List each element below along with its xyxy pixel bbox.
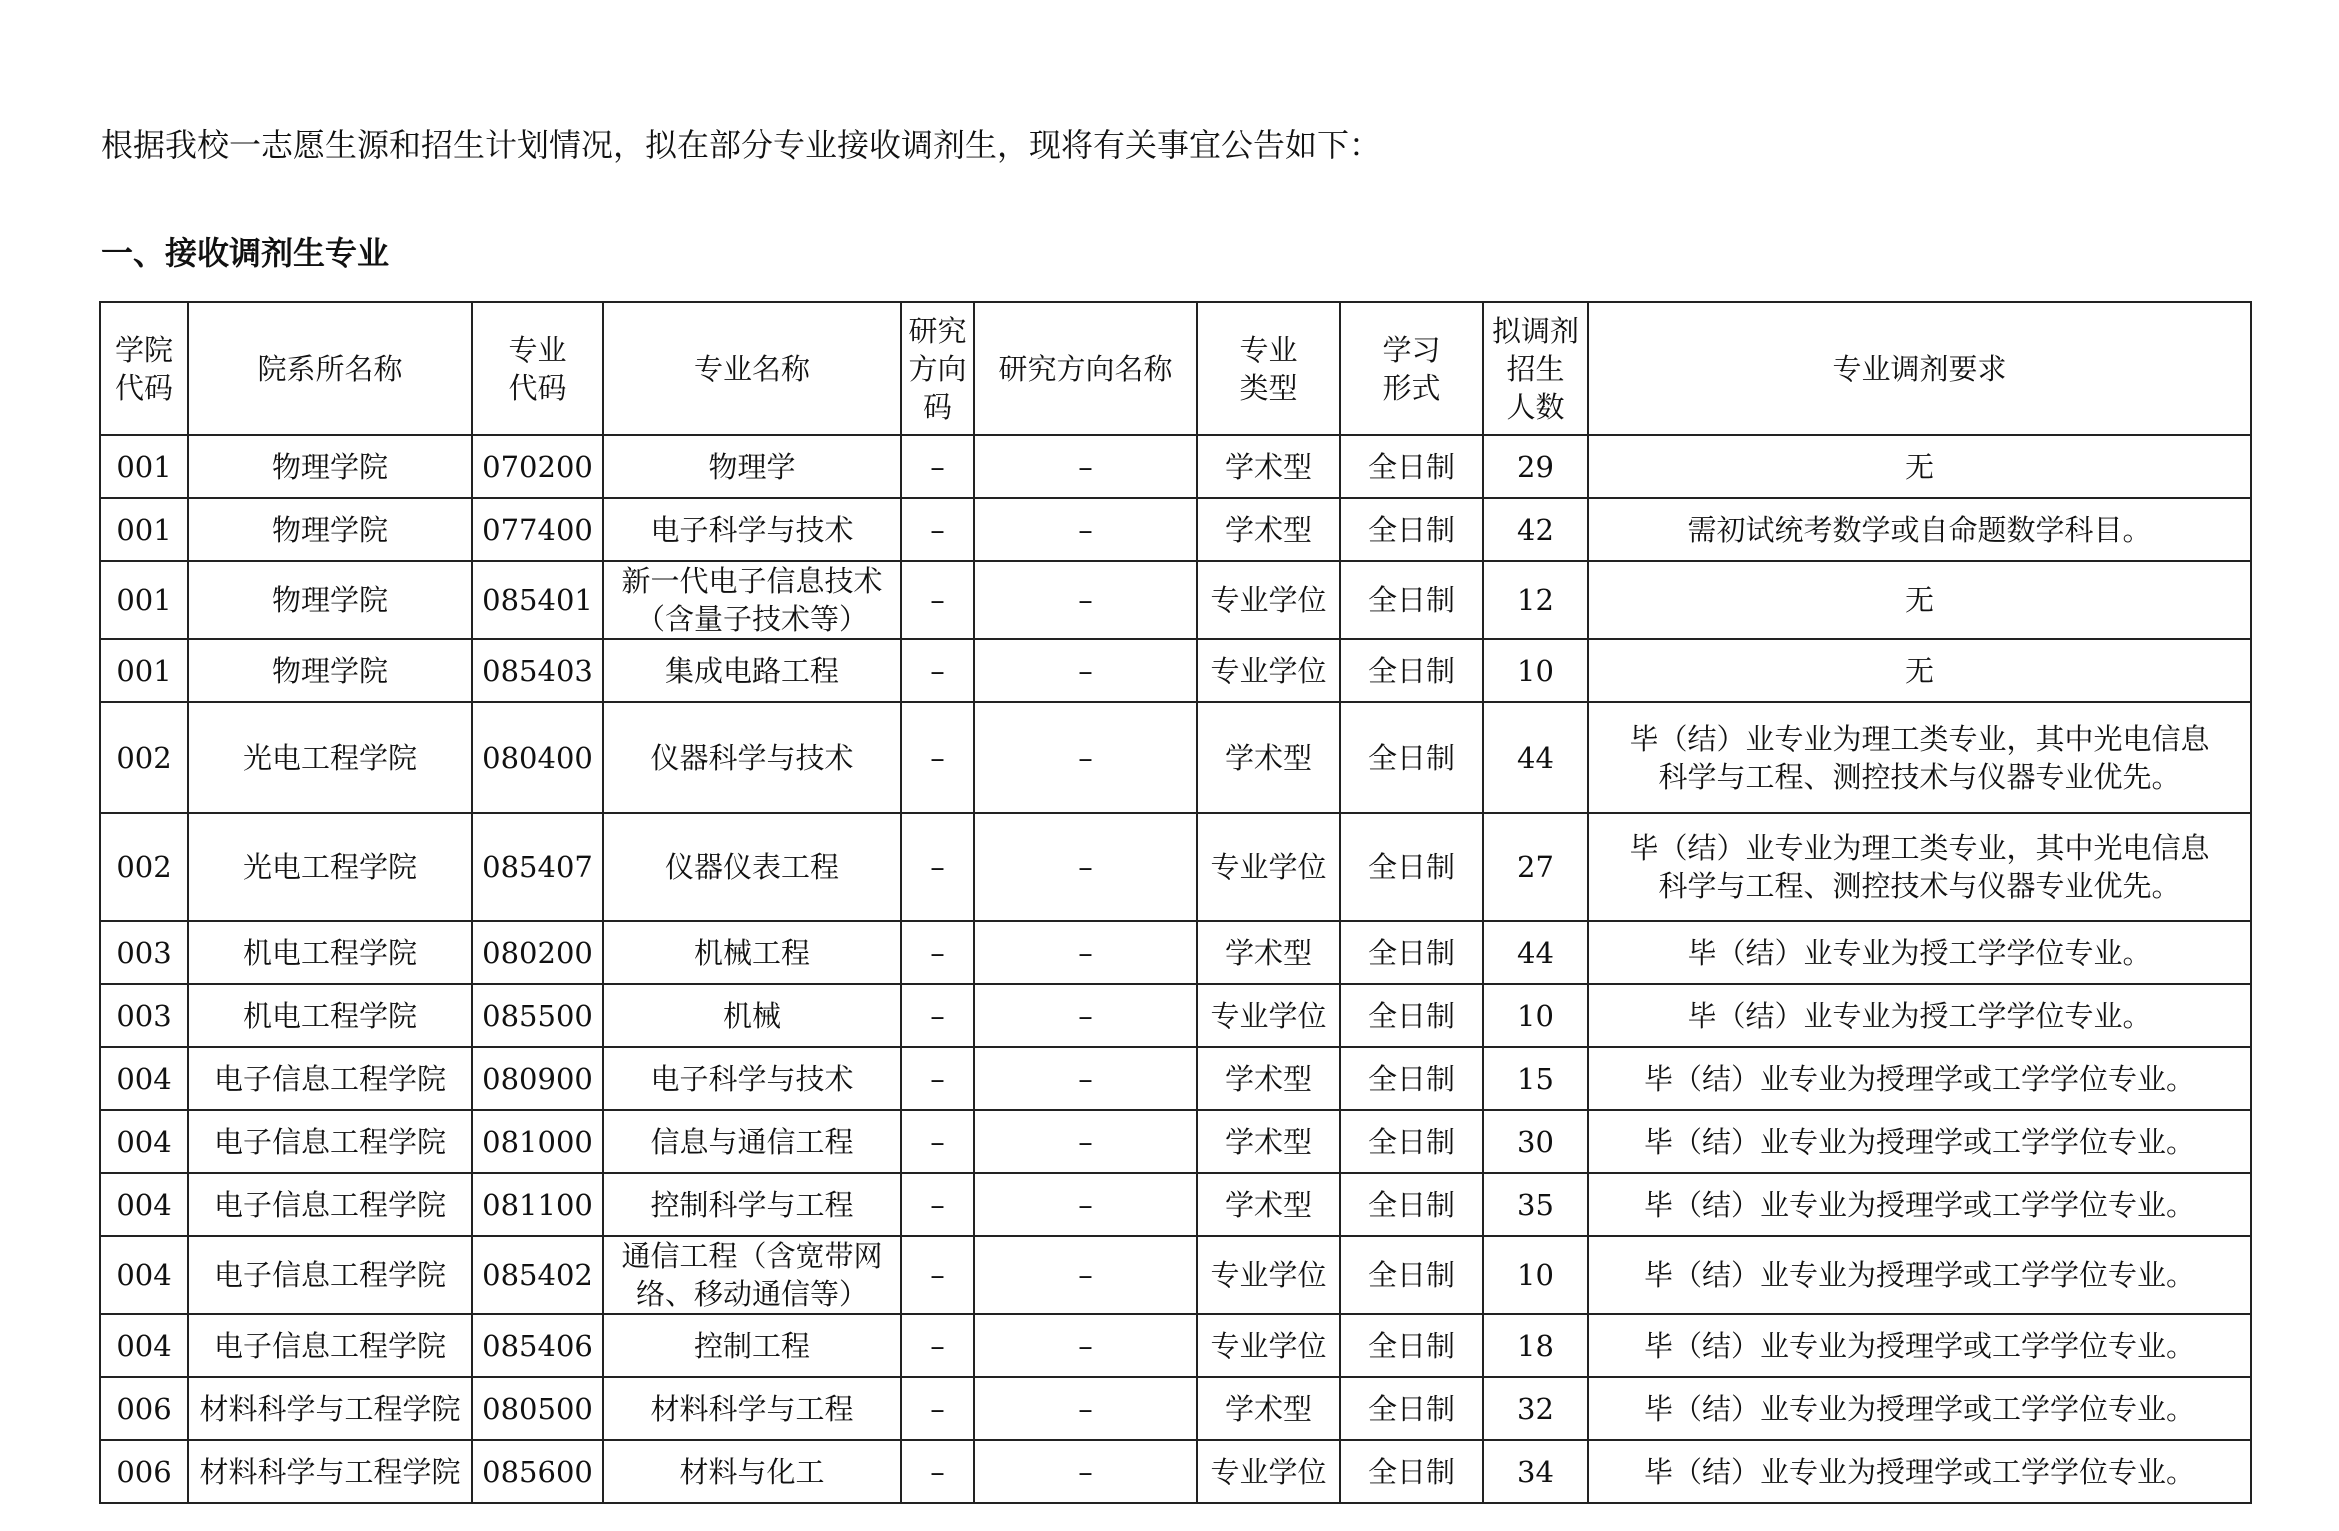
cell-direction-name: –	[974, 1314, 1197, 1377]
cell-direction-name: –	[974, 435, 1197, 498]
cell-planned-count: 34	[1483, 1440, 1588, 1503]
table-row	[100, 1236, 2251, 1314]
cell-requirement: 无	[1588, 561, 2251, 639]
cell-requirement: 毕（结）业专业为授工学学位专业。	[1588, 921, 2251, 984]
cell-direction-code: –	[901, 435, 974, 498]
cell-requirement: 无	[1588, 435, 2251, 498]
table-row	[100, 921, 2251, 984]
cell-study-mode: 全日制	[1340, 435, 1483, 498]
cell-requirement: 毕（结）业专业为理工类专业，其中光电信息 科学与工程、测控技术与仪器专业优先。	[1588, 702, 2251, 813]
cell-major-type: 学术型	[1197, 1110, 1340, 1173]
cell-direction-code: –	[901, 702, 974, 813]
cell-college-code: 002	[100, 702, 188, 813]
cell-direction-name: –	[974, 702, 1197, 813]
cell-college-code: 003	[100, 984, 188, 1047]
cell-planned-count: 15	[1483, 1047, 1588, 1110]
cell-college-code: 001	[100, 435, 188, 498]
cell-major-name: 物理学	[603, 435, 901, 498]
cell-major-type: 学术型	[1197, 435, 1340, 498]
cell-study-mode: 全日制	[1340, 702, 1483, 813]
cell-major-name: 集成电路工程	[603, 639, 901, 702]
cell-planned-count: 44	[1483, 702, 1588, 813]
cell-direction-code: –	[901, 561, 974, 639]
table-row	[100, 1173, 2251, 1236]
cell-direction-name: –	[974, 1110, 1197, 1173]
cell-direction-name: –	[974, 1173, 1197, 1236]
cell-major-type: 专业学位	[1197, 561, 1340, 639]
cell-direction-code: –	[901, 1047, 974, 1110]
cell-planned-count: 30	[1483, 1110, 1588, 1173]
cell-direction-name: –	[974, 1236, 1197, 1314]
cell-direction-name: –	[974, 984, 1197, 1047]
cell-requirement: 毕（结）业专业为授理学或工学学位专业。	[1588, 1047, 2251, 1110]
cell-college-code: 001	[100, 639, 188, 702]
header-department-name: 院系所名称	[188, 302, 472, 435]
cell-requirement: 毕（结）业专业为理工类专业，其中光电信息 科学与工程、测控技术与仪器专业优先。	[1588, 813, 2251, 921]
cell-department-name: 电子信息工程学院	[188, 1236, 472, 1314]
cell-department-name: 电子信息工程学院	[188, 1110, 472, 1173]
cell-major-code: 081000	[472, 1110, 603, 1173]
cell-study-mode: 全日制	[1340, 921, 1483, 984]
cell-major-code: 085402	[472, 1236, 603, 1314]
table-row	[100, 498, 2251, 561]
cell-major-name: 材料与化工	[603, 1440, 901, 1503]
cell-major-code: 080400	[472, 702, 603, 813]
intro-paragraph: 根据我校一志愿生源和招生计划情况，拟在部分专业接收调剂生，现将有关事宜公告如下：	[101, 126, 1382, 164]
cell-college-code: 001	[100, 561, 188, 639]
cell-planned-count: 12	[1483, 561, 1588, 639]
cell-college-code: 006	[100, 1377, 188, 1440]
cell-planned-count: 32	[1483, 1377, 1588, 1440]
table-row	[100, 1314, 2251, 1377]
header-major-name: 专业名称	[603, 302, 901, 435]
header-study-mode: 学习 形式	[1340, 302, 1483, 435]
cell-department-name: 物理学院	[188, 498, 472, 561]
header-direction-code: 研究 方向 码	[901, 302, 974, 435]
cell-study-mode: 全日制	[1340, 1110, 1483, 1173]
table-row	[100, 1047, 2251, 1110]
table-row	[100, 435, 2251, 498]
cell-major-type: 专业学位	[1197, 1314, 1340, 1377]
cell-study-mode: 全日制	[1340, 1236, 1483, 1314]
majors-table	[99, 301, 2252, 1504]
table-row	[100, 1110, 2251, 1173]
cell-study-mode: 全日制	[1340, 1440, 1483, 1503]
cell-planned-count: 27	[1483, 813, 1588, 921]
cell-college-code: 002	[100, 813, 188, 921]
cell-college-code: 006	[100, 1440, 188, 1503]
cell-major-type: 学术型	[1197, 702, 1340, 813]
cell-direction-code: –	[901, 813, 974, 921]
cell-requirement: 无	[1588, 639, 2251, 702]
cell-major-code: 080500	[472, 1377, 603, 1440]
cell-major-code: 081100	[472, 1173, 603, 1236]
cell-major-code: 070200	[472, 435, 603, 498]
cell-study-mode: 全日制	[1340, 1173, 1483, 1236]
cell-major-code: 085407	[472, 813, 603, 921]
cell-planned-count: 35	[1483, 1173, 1588, 1236]
cell-direction-name: –	[974, 1047, 1197, 1110]
cell-direction-name: –	[974, 639, 1197, 702]
cell-requirement: 毕（结）业专业为授理学或工学学位专业。	[1588, 1236, 2251, 1314]
cell-requirement: 毕（结）业专业为授理学或工学学位专业。	[1588, 1314, 2251, 1377]
cell-study-mode: 全日制	[1340, 1314, 1483, 1377]
cell-requirement: 毕（结）业专业为授理学或工学学位专业。	[1588, 1377, 2251, 1440]
cell-planned-count: 42	[1483, 498, 1588, 561]
cell-study-mode: 全日制	[1340, 984, 1483, 1047]
cell-major-code: 080900	[472, 1047, 603, 1110]
cell-planned-count: 10	[1483, 984, 1588, 1047]
cell-planned-count: 10	[1483, 639, 1588, 702]
cell-direction-code: –	[901, 921, 974, 984]
cell-department-name: 物理学院	[188, 561, 472, 639]
cell-department-name: 电子信息工程学院	[188, 1314, 472, 1377]
table-row	[100, 813, 2251, 921]
cell-direction-name: –	[974, 498, 1197, 561]
cell-major-name: 机械工程	[603, 921, 901, 984]
cell-major-type: 学术型	[1197, 1377, 1340, 1440]
cell-major-name: 控制科学与工程	[603, 1173, 901, 1236]
cell-requirement: 毕（结）业专业为授理学或工学学位专业。	[1588, 1440, 2251, 1503]
cell-direction-code: –	[901, 498, 974, 561]
cell-direction-code: –	[901, 1314, 974, 1377]
cell-major-code: 080200	[472, 921, 603, 984]
header-planned-count: 拟调剂 招生 人数	[1483, 302, 1588, 435]
table-row	[100, 1440, 2251, 1503]
cell-major-type: 专业学位	[1197, 984, 1340, 1047]
header-major-type: 专业 类型	[1197, 302, 1340, 435]
header-college-code: 学院 代码	[100, 302, 188, 435]
cell-department-name: 电子信息工程学院	[188, 1047, 472, 1110]
table-row	[100, 639, 2251, 702]
cell-direction-name: –	[974, 813, 1197, 921]
cell-college-code: 004	[100, 1173, 188, 1236]
cell-planned-count: 10	[1483, 1236, 1588, 1314]
cell-direction-name: –	[974, 1377, 1197, 1440]
cell-major-code: 085600	[472, 1440, 603, 1503]
cell-planned-count: 18	[1483, 1314, 1588, 1377]
cell-direction-code: –	[901, 1173, 974, 1236]
cell-planned-count: 29	[1483, 435, 1588, 498]
cell-direction-name: –	[974, 921, 1197, 984]
cell-major-code: 085406	[472, 1314, 603, 1377]
cell-major-name: 电子科学与技术	[603, 1047, 901, 1110]
table-header-row	[100, 302, 2251, 435]
cell-planned-count: 44	[1483, 921, 1588, 984]
cell-major-type: 专业学位	[1197, 1236, 1340, 1314]
cell-department-name: 物理学院	[188, 435, 472, 498]
section-title: 一、接收调剂生专业	[101, 234, 390, 272]
cell-major-code: 085401	[472, 561, 603, 639]
cell-major-name: 仪器科学与技术	[603, 702, 901, 813]
cell-major-name: 仪器仪表工程	[603, 813, 901, 921]
cell-study-mode: 全日制	[1340, 498, 1483, 561]
cell-direction-code: –	[901, 639, 974, 702]
cell-college-code: 001	[100, 498, 188, 561]
cell-major-type: 学术型	[1197, 498, 1340, 561]
cell-direction-name: –	[974, 1440, 1197, 1503]
table-row	[100, 702, 2251, 813]
cell-study-mode: 全日制	[1340, 1377, 1483, 1440]
cell-major-type: 学术型	[1197, 1173, 1340, 1236]
cell-department-name: 光电工程学院	[188, 702, 472, 813]
table-row	[100, 984, 2251, 1047]
cell-department-name: 光电工程学院	[188, 813, 472, 921]
cell-major-name: 材料科学与工程	[603, 1377, 901, 1440]
cell-major-type: 学术型	[1197, 1047, 1340, 1110]
table-row	[100, 561, 2251, 639]
cell-college-code: 003	[100, 921, 188, 984]
cell-major-name: 新一代电子信息技术 （含量子技术等）	[603, 561, 901, 639]
header-direction-name: 研究方向名称	[974, 302, 1197, 435]
cell-requirement: 毕（结）业专业为授理学或工学学位专业。	[1588, 1110, 2251, 1173]
cell-major-name: 控制工程	[603, 1314, 901, 1377]
cell-direction-code: –	[901, 1236, 974, 1314]
cell-direction-name: –	[974, 561, 1197, 639]
cell-major-type: 专业学位	[1197, 813, 1340, 921]
cell-college-code: 004	[100, 1047, 188, 1110]
cell-major-name: 电子科学与技术	[603, 498, 901, 561]
cell-department-name: 材料科学与工程学院	[188, 1440, 472, 1503]
header-requirement: 专业调剂要求	[1588, 302, 2251, 435]
cell-department-name: 机电工程学院	[188, 921, 472, 984]
cell-direction-code: –	[901, 984, 974, 1047]
cell-major-type: 学术型	[1197, 921, 1340, 984]
table-row	[100, 1377, 2251, 1440]
cell-direction-code: –	[901, 1377, 974, 1440]
cell-department-name: 物理学院	[188, 639, 472, 702]
cell-requirement: 毕（结）业专业为授理学或工学学位专业。	[1588, 1173, 2251, 1236]
cell-college-code: 004	[100, 1314, 188, 1377]
cell-direction-code: –	[901, 1440, 974, 1503]
cell-college-code: 004	[100, 1236, 188, 1314]
cell-study-mode: 全日制	[1340, 1047, 1483, 1110]
cell-study-mode: 全日制	[1340, 561, 1483, 639]
cell-study-mode: 全日制	[1340, 639, 1483, 702]
cell-major-code: 077400	[472, 498, 603, 561]
cell-direction-code: –	[901, 1110, 974, 1173]
cell-requirement: 需初试统考数学或自命题数学科目。	[1588, 498, 2251, 561]
cell-major-name: 通信工程（含宽带网 络、移动通信等）	[603, 1236, 901, 1314]
cell-major-name: 机械	[603, 984, 901, 1047]
cell-college-code: 004	[100, 1110, 188, 1173]
cell-requirement: 毕（结）业专业为授工学学位专业。	[1588, 984, 2251, 1047]
cell-major-type: 专业学位	[1197, 1440, 1340, 1503]
cell-major-type: 专业学位	[1197, 639, 1340, 702]
cell-major-code: 085403	[472, 639, 603, 702]
cell-major-code: 085500	[472, 984, 603, 1047]
cell-department-name: 电子信息工程学院	[188, 1173, 472, 1236]
cell-department-name: 机电工程学院	[188, 984, 472, 1047]
cell-major-name: 信息与通信工程	[603, 1110, 901, 1173]
cell-study-mode: 全日制	[1340, 813, 1483, 921]
header-major-code: 专业 代码	[472, 302, 603, 435]
cell-department-name: 材料科学与工程学院	[188, 1377, 472, 1440]
